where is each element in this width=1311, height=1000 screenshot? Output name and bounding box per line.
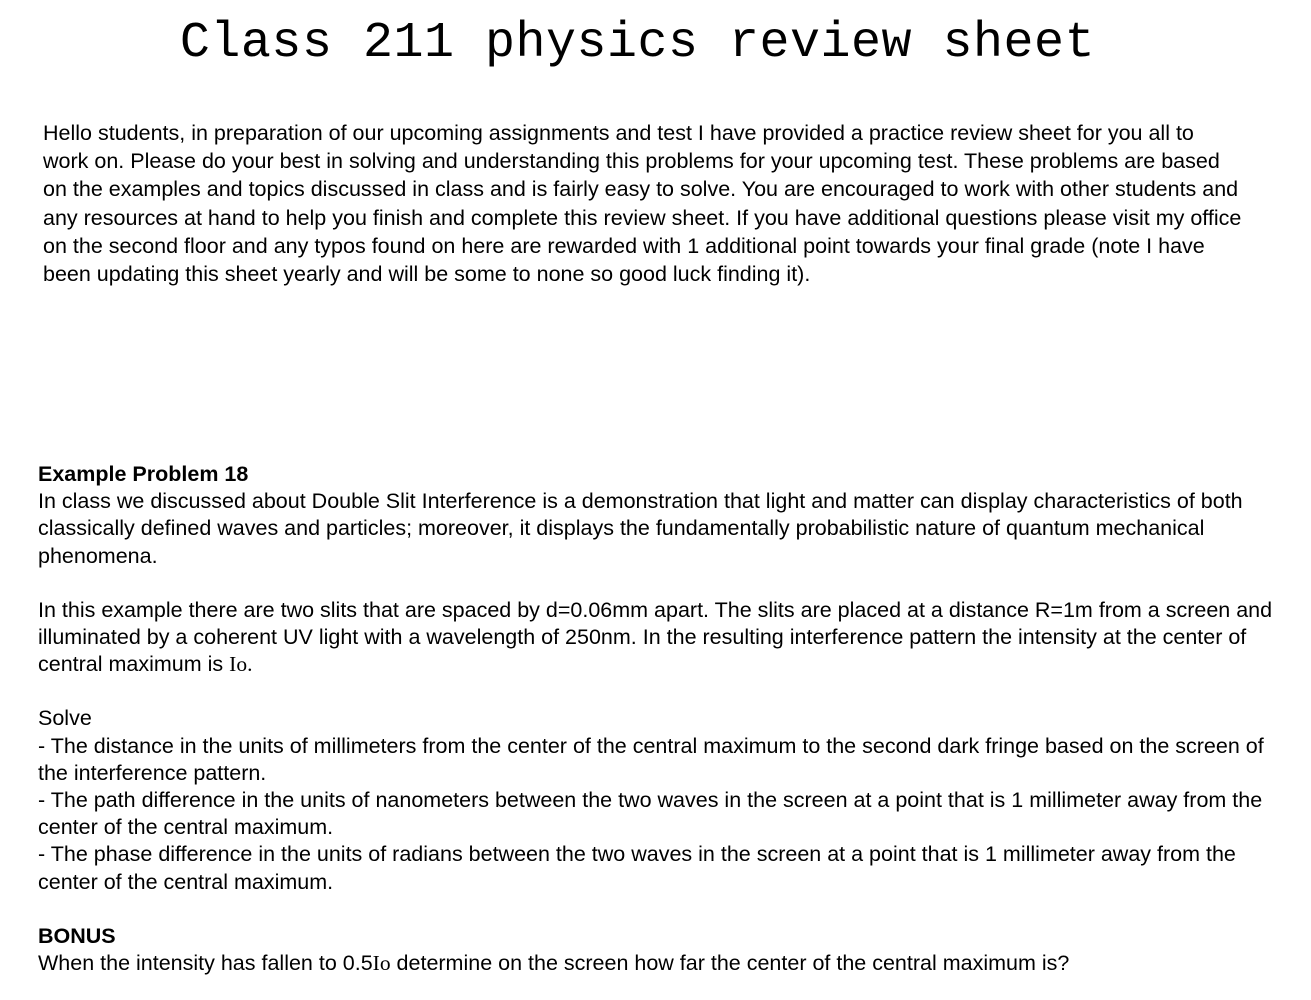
spacer xyxy=(38,896,1288,923)
solve-label: Solve xyxy=(38,706,92,731)
problem-setup xyxy=(38,597,1288,679)
problem-setup-text: In this example there are two slits that are spaced by d=0.06mm apart. The slits are placed at a distance R=1m from a screen and illuminated by a coherent UV light with a wavelength of 250nm. In the resulting interference pattern the intensity at the center of central maximum is xyxy=(38,597,1273,677)
bonus-question-prefix: When the intensity has fallen to 0.5 xyxy=(38,951,373,976)
page-title: Class 211 physics review sheet xyxy=(179,15,1096,72)
bonus-question xyxy=(38,950,1288,977)
intensity-symbol: Io. xyxy=(229,652,253,677)
task-item: - The path difference in the units of nanometers between the two waves in the screen at a point that is 1 millimeter away from the center of the central maximum. xyxy=(38,788,1263,840)
task-item: - The distance in the units of millimeters from the center of the central maximum to the second dark fringe based on the screen of the interference pattern. xyxy=(38,733,1264,785)
intro-paragraph: Hello students, in preparation of our upcoming assignments and test I have provided a practice review sheet for you all to work on. Please do your best in solving and understanding this problems for your upcoming test. These problems are based on the examples and topics discussed in class and is fairly easy to solve. You are encouraged to work with other students and any resources at hand to help you finish and complete this review sheet. If you have additional questions please visit my office on the second floor and any typos found on here are rewarded with 1 additional point towards your final grade (note I have been updating this sheet yearly and will be some to none so good luck finding it). xyxy=(43,121,1242,287)
example-problem-section xyxy=(38,461,1288,977)
task-item: - The phase difference in the units of radians between the two waves in the screen at a point that is 1 millimeter away from the center of the central maximum. xyxy=(38,842,1236,894)
spacer xyxy=(38,570,1288,597)
problem-heading: Example Problem 18 xyxy=(38,462,249,486)
bonus-intensity-symbol: Io xyxy=(372,951,391,976)
bonus-heading: BONUS xyxy=(38,923,116,948)
bonus-question-suffix: determine on the screen how far the center of the central maximum is? xyxy=(390,951,1070,976)
problem-description: In class we discussed about Double Slit Interference is a demonstration that light and matter can display characteristics of both classically defined waves and particles; moreover, it displays the fundamentally probabilistic nature of quantum mechanical phenomena. xyxy=(38,489,1243,568)
spacer xyxy=(38,678,1288,705)
